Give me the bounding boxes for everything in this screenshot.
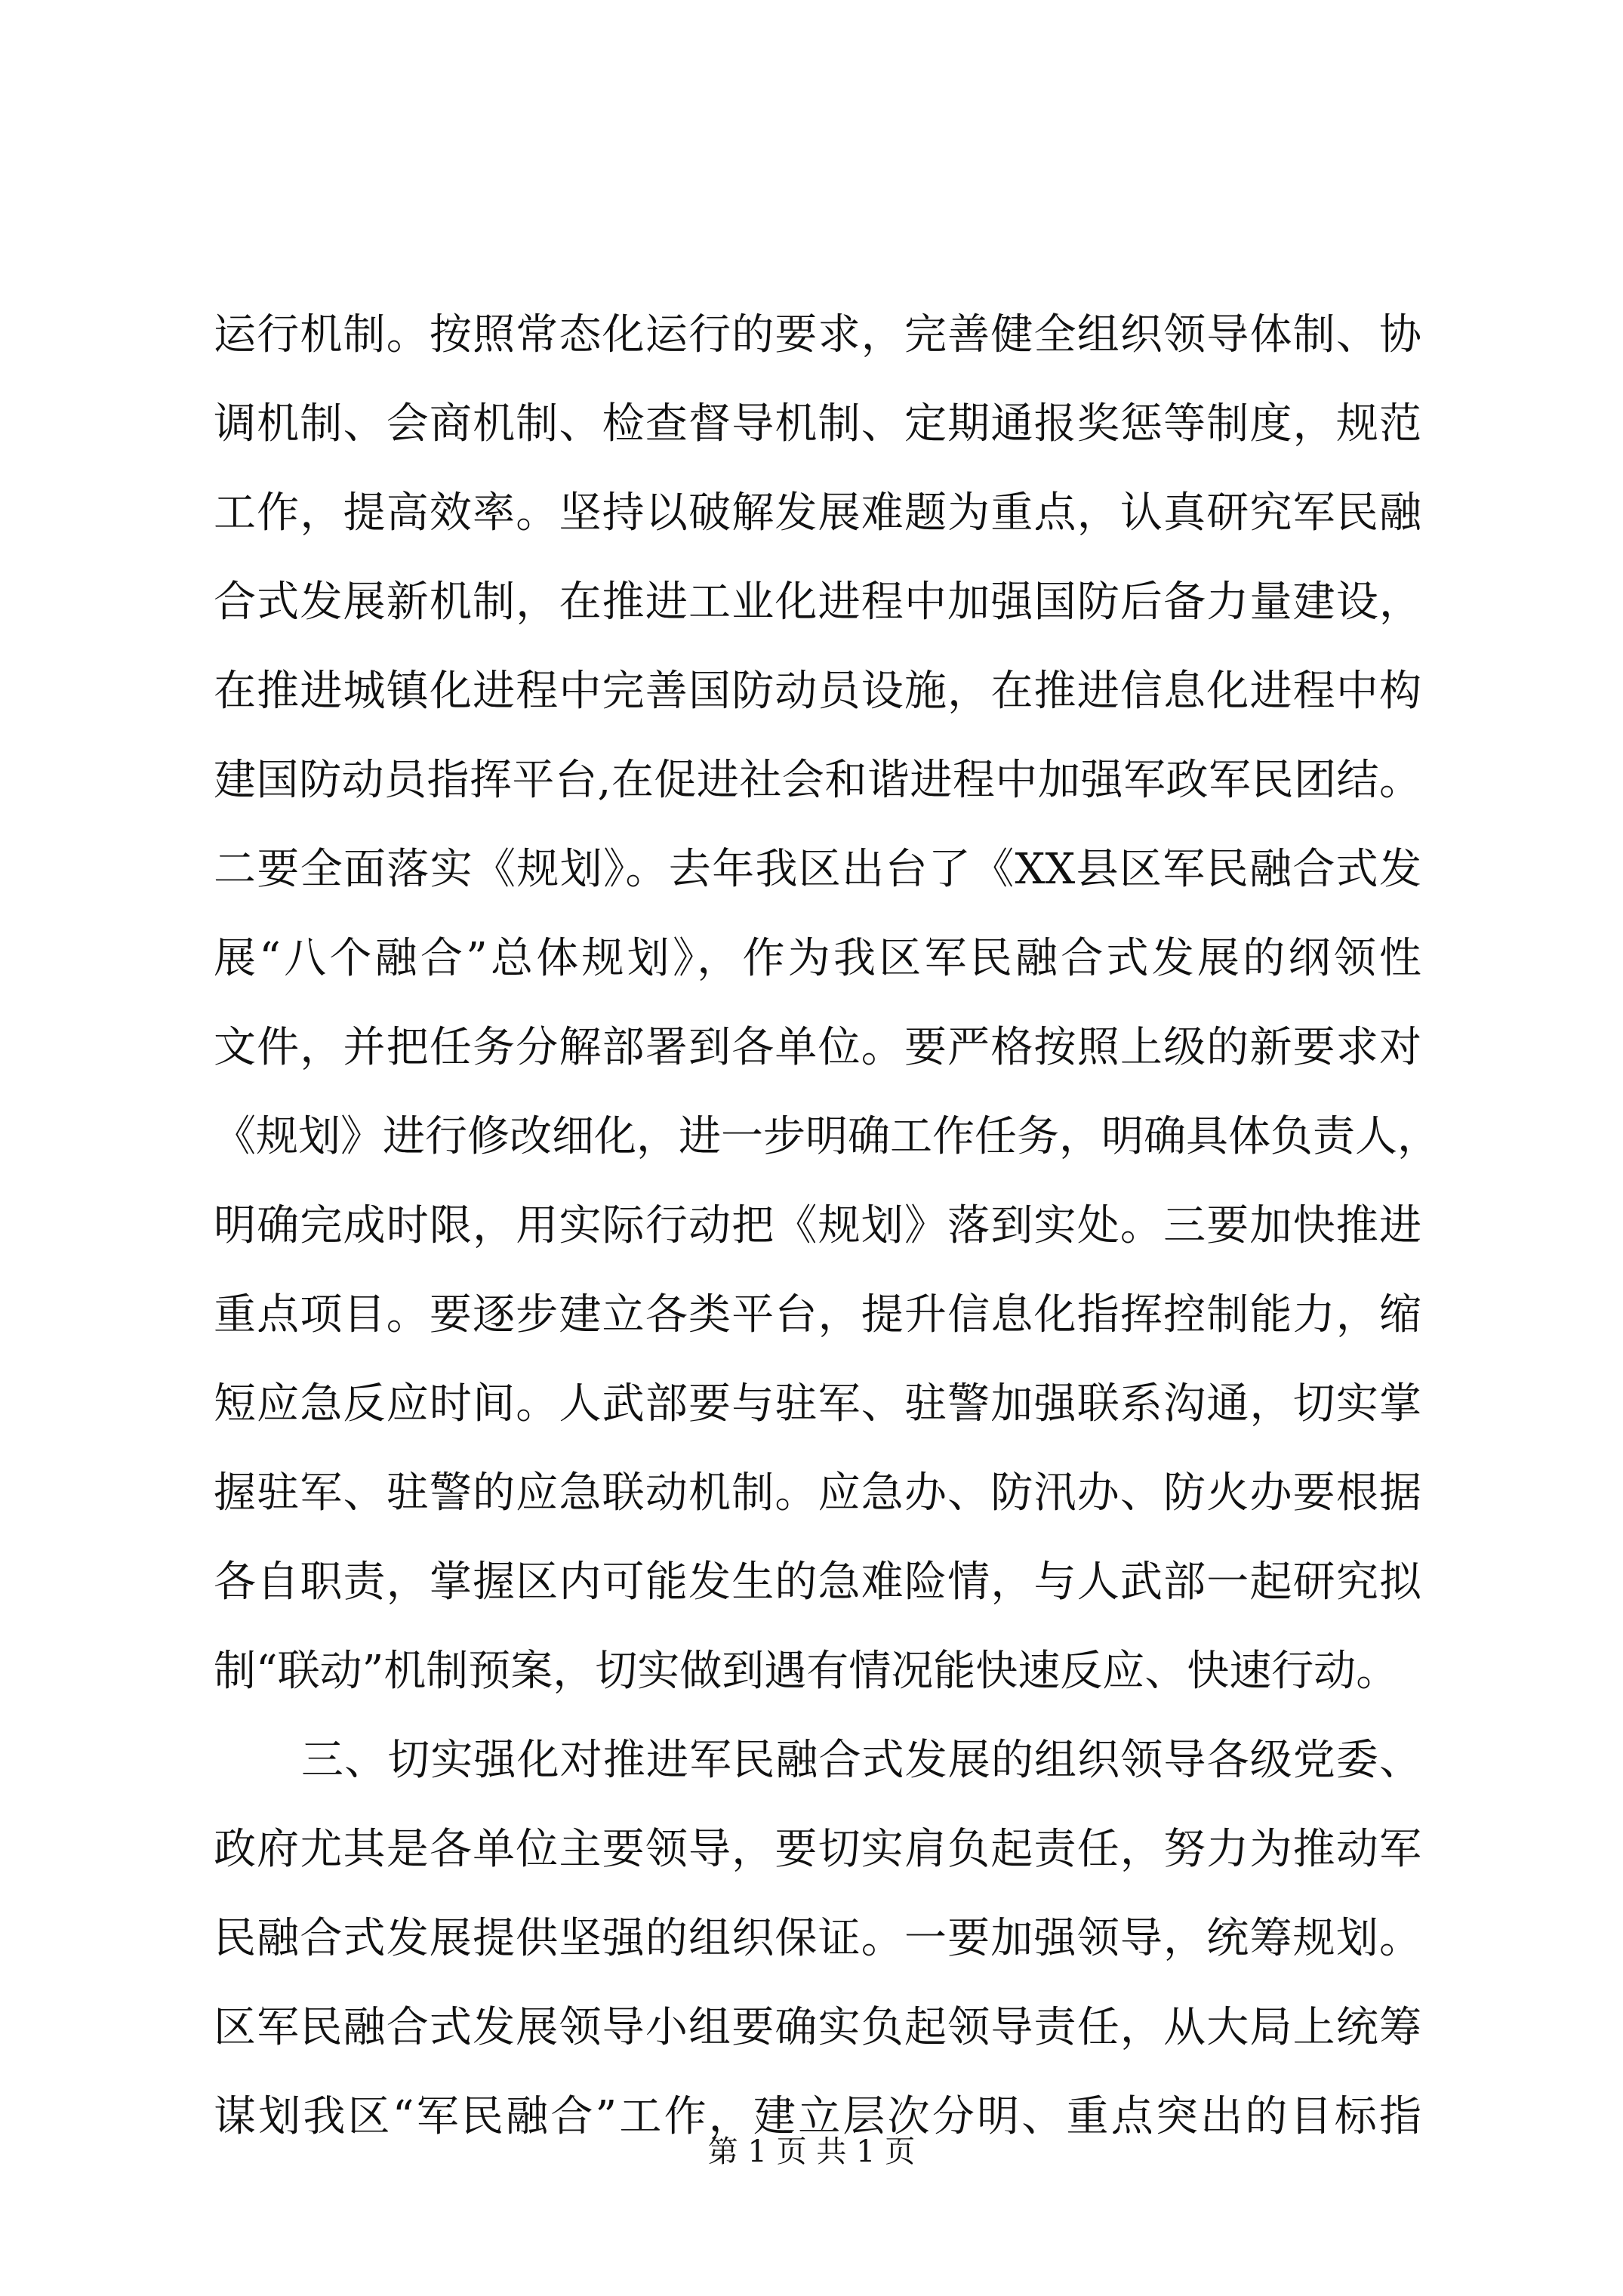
- text-line-10: 《规划》进行修改细化，进一步明确工作任务，明确具体负责人，: [214, 1112, 1440, 1161]
- text-line-8: 展“八个融合”总体规划》，作为我区军民融合式发展的纲领性: [214, 934, 1421, 983]
- text-line-21: 谋划我区“军民融合”工作，建立层次分明、重点突出的目标指: [214, 2092, 1421, 2141]
- text-line-16: 制“联动”机制预案，切实做到遇有情况能快速反应、快速行动。: [214, 1647, 1399, 1696]
- page-footer: 第 1 页 共 1 页: [707, 2134, 916, 2169]
- text-line-18: 政府尤其是各单位主要领导，要切实肩负起责任，努力为推动军: [214, 1825, 1421, 1874]
- text-line-5: 在推进城镇化进程中完善国防动员设施，在推进信息化进程中构: [214, 667, 1421, 716]
- text-line-19: 民融合式发展提供坚强的组织保证。一要加强领导，统筹规划。: [214, 1914, 1421, 1963]
- text-line-13: 短应急反应时间。人武部要与驻军、驻警加强联系沟通，切实掌: [214, 1379, 1421, 1428]
- text-line-7: 二要全面落实《规划》。去年我区出台了《XX县区军民融合式发: [214, 845, 1421, 894]
- text-line-15: 各自职责，掌握区内可能发生的急难险情，与人武部一起研究拟: [214, 1558, 1421, 1607]
- section-heading-line: 三、切实强化对推进军民融合式发展的组织领导各级党委、: [301, 1736, 1421, 1785]
- body-text: [214, 291, 1440, 2162]
- text-line-20: 区军民融合式发展领导小组要确实负起领导责任，从大局上统筹: [214, 2003, 1421, 2052]
- text-line-6: 建国防动员指挥平台,在促进社会和谐进程中加强军政军民团结。: [214, 756, 1421, 805]
- text-line-4: 合式发展新机制，在推进工业化进程中加强国防后备力量建设，: [214, 578, 1421, 627]
- text-line-1: 运行机制。按照常态化运行的要求，完善健全组织领导体制、协: [214, 310, 1421, 359]
- text-line-9: 文件，并把任务分解部署到各单位。要严格按照上级的新要求对: [214, 1023, 1421, 1072]
- text-line-12: 重点项目。要逐步建立各类平台，提升信息化指挥控制能力，缩: [214, 1290, 1421, 1339]
- text-line-14: 握驻军、驻警的应急联动机制。应急办、防汛办、防火办要根据: [214, 1469, 1421, 1518]
- text-line-11: 明确完成时限，用实际行动把《规划》落到实处。三要加快推进: [214, 1201, 1421, 1250]
- text-line-2: 调机制、会商机制、检查督导机制、定期通报奖惩等制度，规范: [214, 399, 1421, 448]
- text-line-3: 工作，提高效率。坚持以破解发展难题为重点，认真研究军民融: [214, 488, 1421, 538]
